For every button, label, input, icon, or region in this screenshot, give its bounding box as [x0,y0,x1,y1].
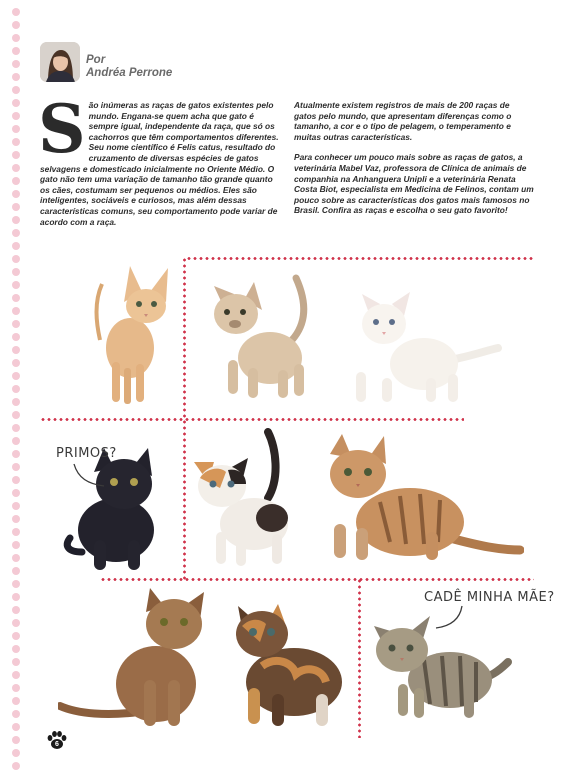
border-dot [12,710,20,718]
caption-cousins-pointer [72,462,106,490]
border-dot [12,151,20,159]
cat-white-kitten [352,290,502,406]
border-dot [12,216,20,224]
border-dot [12,190,20,198]
border-dot [12,398,20,406]
border-dot [12,762,20,770]
border-dot [12,242,20,250]
article-paragraph: Atualmente existem registros de mais de 200 raças de gatos pelo mundo, que apresentam diferenças como o tamanho, a cor e o tipo de pelagem, o temperamento e muitas outras características. [294,100,512,142]
border-dot [12,164,20,172]
border-dot [12,268,20,276]
border-dot [12,697,20,705]
author-prefix: Por [86,54,106,66]
caption-cousins: PRIMOS? [56,446,117,461]
border-dot [12,60,20,68]
border-dot [12,515,20,523]
border-dot [12,658,20,666]
article-right-column [294,100,534,216]
cat-tabby-kitten [320,432,524,568]
divider-lower [100,578,534,581]
border-dot [12,736,20,744]
border-dot [12,177,20,185]
border-dot [12,86,20,94]
border-dot [12,437,20,445]
border-dot [12,411,20,419]
author-fullname: Andréa Perrone [86,67,173,79]
border-dot [12,489,20,497]
border-dot [12,541,20,549]
border-dot [12,112,20,120]
drop-cap: S [38,90,86,168]
article-left-column [38,90,284,227]
border-dot [12,580,20,588]
border-dot [12,463,20,471]
border-dot [12,203,20,211]
border-dot [12,723,20,731]
divider-middle [40,418,464,421]
border-dot [12,619,20,627]
border-dot [12,255,20,263]
border-dot [12,606,20,614]
caption-mom-pointer [432,604,464,630]
border-dot [12,281,20,289]
article-paragraph: ão inúmeras as raças de gatos existentes pelo mundo. Engana-se quem acha que gato é sempre igual, independente da raça, que só os cachorros que têm comportamentos diferentes. Seu nome científico é Felis catus, resultado do cruzamento de diversas espécies de gatos selvagens e domesticado inicialmente no Oriente Médio. O gato não tem uma variação de tamanho tão grande quanto os cães, costumam ser pequenos ou médios. Eles são inteligentes, sociáveis e curiosos, mas além dessas características comuns, seu comportamento pode variar de acordo com a raça. [40,100,279,227]
border-dot [12,333,20,341]
border-dot [12,229,20,237]
border-dot [12,47,20,55]
border-dot [12,320,20,328]
page-dot-border [12,8,22,768]
author-name [86,54,172,80]
border-dot [12,307,20,315]
border-dot [12,346,20,354]
cat-burmese-kitten [208,272,326,404]
border-dot [12,450,20,458]
page-number: 6 [55,741,59,748]
border-dot [12,684,20,692]
border-dot [12,502,20,510]
border-dot [12,749,20,757]
border-dot [12,645,20,653]
border-dot [12,8,20,16]
cat-tortoiseshell [226,596,352,730]
cat-calico-kitten [190,428,306,572]
border-dot [12,138,20,146]
article-paragraph: Para conhecer um pouco mais sobre as raças de gatos, a veterinária Mabel Vaz, professora de Clínica de animais de companhia na Anhanguera Unipli e a veterinária Renata Costa Biot, especialista em Medicina de Felinos, contam um pouco sobre as características dos gatos mais famosos no Brasil. Confira as raças e escolha o seu gato favorito! [294,152,534,216]
border-dot [12,372,20,380]
cat-brown-burmese [58,584,208,732]
border-dot [12,554,20,562]
border-dot [12,294,20,302]
border-dot [12,424,20,432]
author-photo [40,42,80,82]
border-dot [12,567,20,575]
border-dot [12,632,20,640]
divider-top [186,257,534,260]
caption-mom: CADÊ MINHA MÃE? [424,590,555,605]
cat-cornish-rex [88,262,182,410]
border-dot [12,671,20,679]
author-byline [40,42,290,86]
border-dot [12,21,20,29]
border-dot [12,593,20,601]
border-dot [12,359,20,367]
border-dot [12,385,20,393]
divider-vertical-2 [358,578,361,738]
border-dot [12,476,20,484]
border-dot [12,528,20,536]
border-dot [12,99,20,107]
border-dot [12,34,20,42]
border-dot [12,73,20,81]
border-dot [12,125,20,133]
